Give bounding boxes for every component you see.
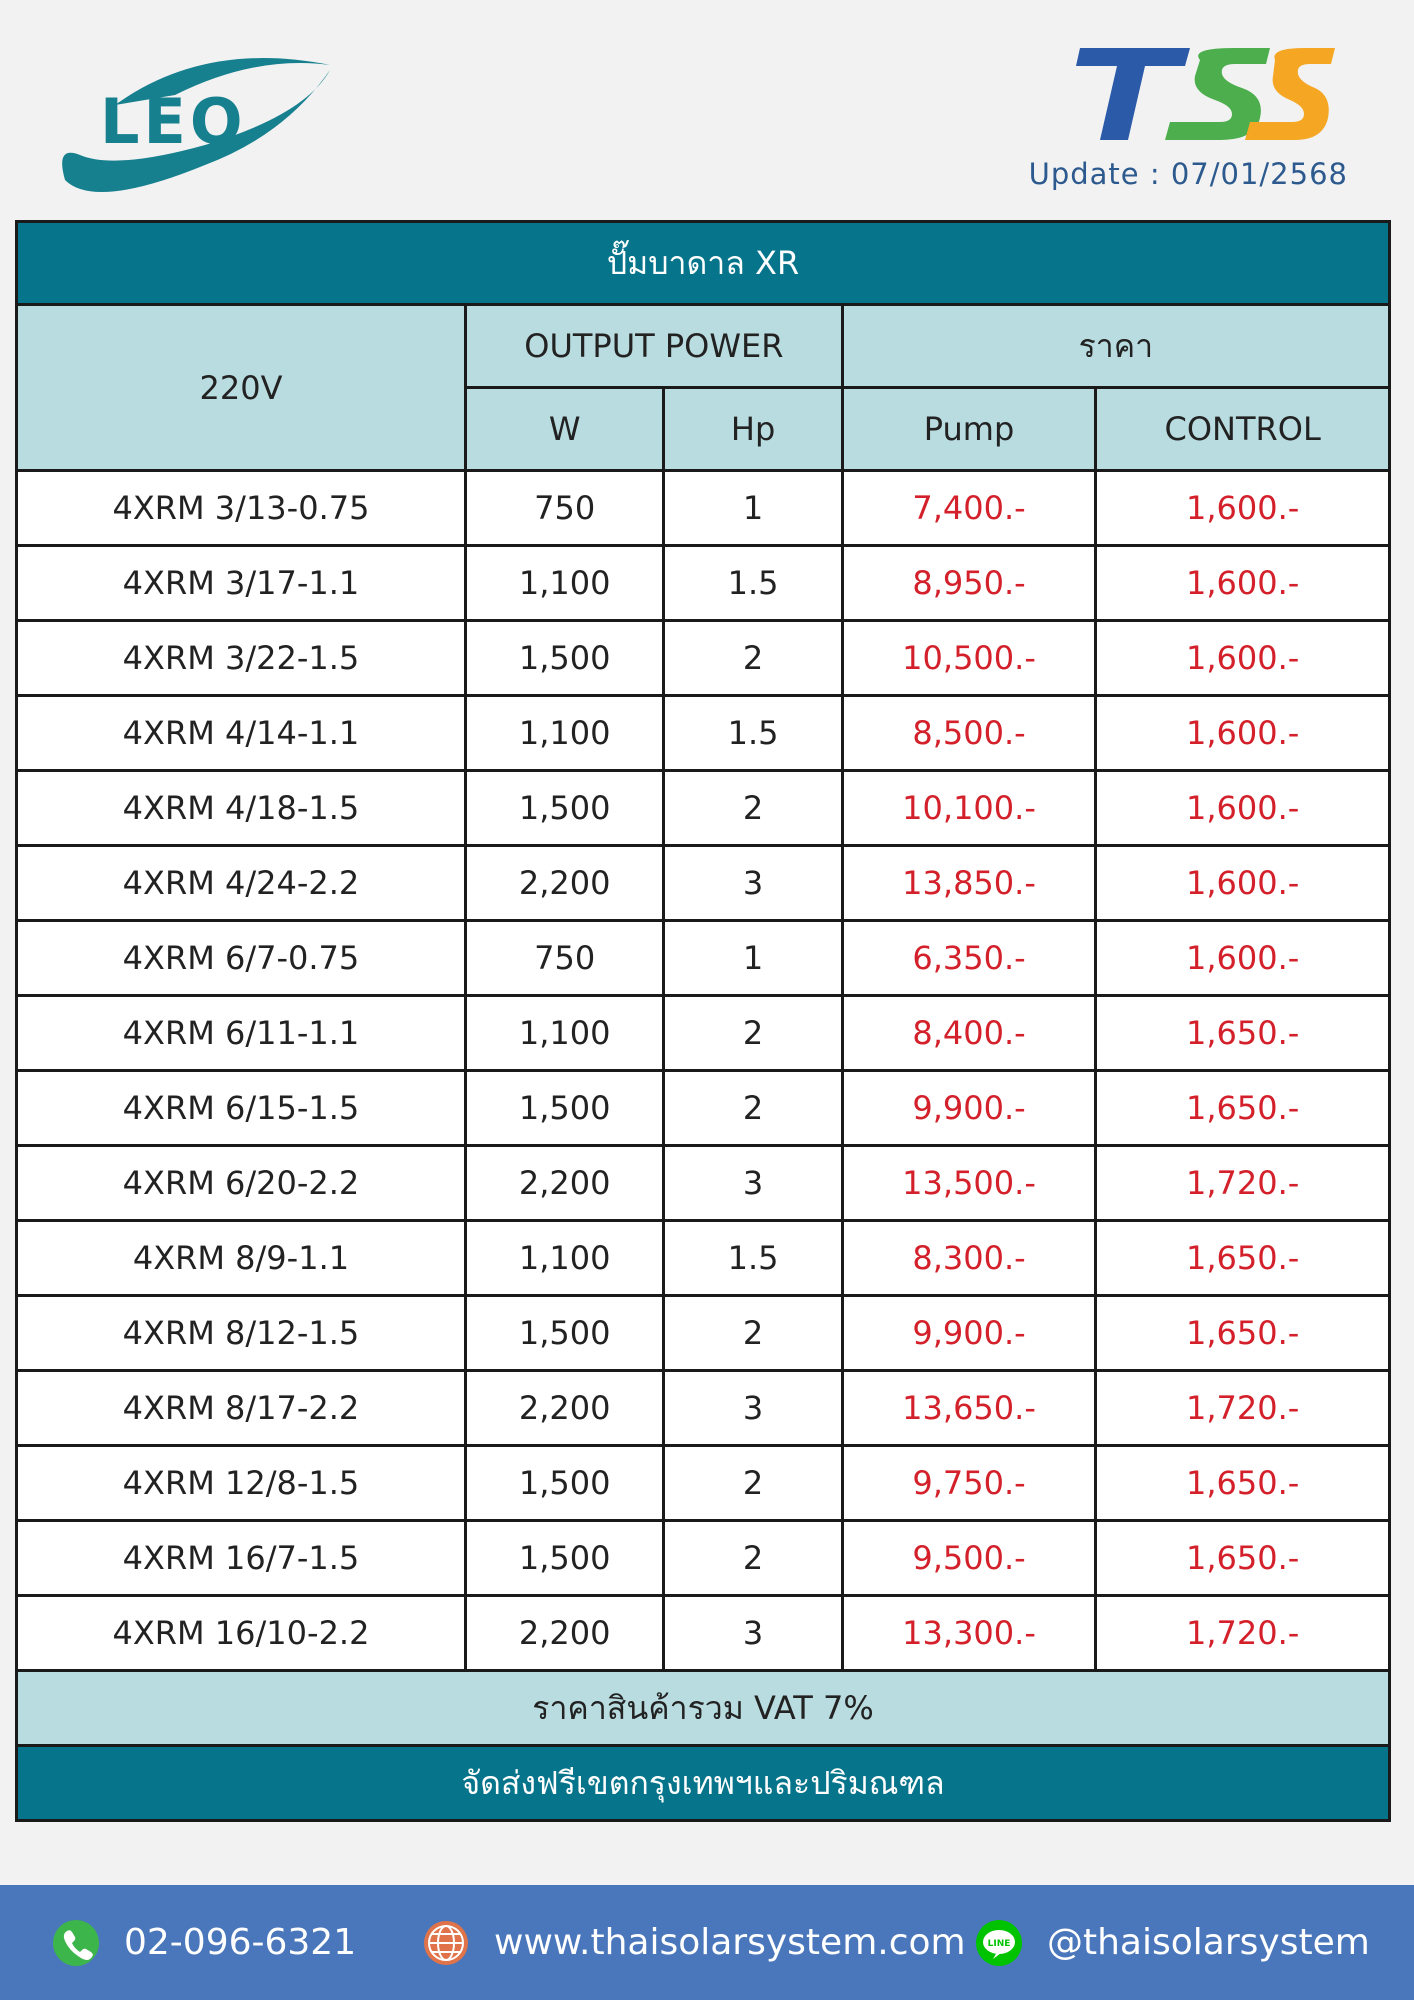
table-row bbox=[18, 1072, 1388, 1144]
hp-cell: 2 bbox=[665, 1072, 840, 1144]
shipping-row bbox=[18, 1747, 1388, 1819]
svg-text:TSS: TSS bbox=[1205, 100, 1207, 101]
model-cell: 4XRM 4/24-2.2 bbox=[18, 847, 464, 919]
table-row bbox=[18, 1372, 1388, 1444]
hp-cell: 3 bbox=[665, 1372, 840, 1444]
table-title-row bbox=[18, 223, 1388, 303]
table-row bbox=[18, 1297, 1388, 1369]
model-cell: 4XRM 8/9-1.1 bbox=[18, 1222, 464, 1294]
hp-cell: 2 bbox=[665, 622, 840, 694]
watt-cell: 2,200 bbox=[467, 847, 662, 919]
table-row bbox=[18, 1447, 1388, 1519]
table-row bbox=[18, 997, 1388, 1069]
vat-row bbox=[18, 1672, 1388, 1744]
control-price-cell: 1,600.- bbox=[1097, 697, 1388, 769]
model-cell: 4XRM 8/17-2.2 bbox=[18, 1372, 464, 1444]
voltage-header: 220V bbox=[18, 306, 464, 469]
w-header: W bbox=[467, 389, 662, 469]
pump-price-cell: 13,850.- bbox=[844, 847, 1095, 919]
control-price-cell: 1,600.- bbox=[1097, 922, 1388, 994]
pump-price-cell: 10,100.- bbox=[844, 772, 1095, 844]
model-cell: 4XRM 4/18-1.5 bbox=[18, 772, 464, 844]
watt-cell: 1,100 bbox=[467, 697, 662, 769]
model-cell: 4XRM 16/7-1.5 bbox=[18, 1522, 464, 1594]
table-row bbox=[18, 547, 1388, 619]
hp-cell: 1 bbox=[665, 472, 840, 544]
model-cell: 4XRM 6/11-1.1 bbox=[18, 997, 464, 1069]
header-row-1 bbox=[18, 306, 1388, 386]
line-icon bbox=[975, 1919, 1023, 1967]
header bbox=[0, 0, 1414, 215]
tss-logo bbox=[1070, 40, 1340, 150]
model-cell: 4XRM 6/15-1.5 bbox=[18, 1072, 464, 1144]
pump-price-cell: 8,300.- bbox=[844, 1222, 1095, 1294]
website-contact[interactable] bbox=[422, 1885, 966, 2000]
watt-cell: 1,100 bbox=[467, 997, 662, 1069]
model-cell: 4XRM 3/17-1.1 bbox=[18, 547, 464, 619]
hp-cell: 1 bbox=[665, 922, 840, 994]
hp-cell: 2 bbox=[665, 1447, 840, 1519]
table-row bbox=[18, 847, 1388, 919]
control-price-cell: 1,720.- bbox=[1097, 1597, 1388, 1669]
table-body bbox=[18, 472, 1388, 1669]
control-price-cell: 1,650.- bbox=[1097, 1222, 1388, 1294]
pump-price-cell: 13,300.- bbox=[844, 1597, 1095, 1669]
pump-price-cell: 13,500.- bbox=[844, 1147, 1095, 1219]
website-url: www.thaisolarsystem.com bbox=[494, 1922, 966, 1963]
pump-price-cell: 8,950.- bbox=[844, 547, 1095, 619]
control-price-cell: 1,600.- bbox=[1097, 772, 1388, 844]
control-price-cell: 1,650.- bbox=[1097, 1447, 1388, 1519]
watt-cell: 2,200 bbox=[467, 1372, 662, 1444]
watt-cell: 1,100 bbox=[467, 1222, 662, 1294]
control-price-cell: 1,650.- bbox=[1097, 1072, 1388, 1144]
control-price-cell: 1,720.- bbox=[1097, 1147, 1388, 1219]
table-row bbox=[18, 622, 1388, 694]
table-row bbox=[18, 472, 1388, 544]
watt-cell: 1,500 bbox=[467, 1072, 662, 1144]
watt-cell: 1,500 bbox=[467, 772, 662, 844]
control-price-cell: 1,650.- bbox=[1097, 1297, 1388, 1369]
table-row bbox=[18, 1147, 1388, 1219]
hp-cell: 1.5 bbox=[665, 697, 840, 769]
model-cell: 4XRM 6/20-2.2 bbox=[18, 1147, 464, 1219]
control-price-cell: 1,720.- bbox=[1097, 1372, 1388, 1444]
hp-cell: 2 bbox=[665, 1522, 840, 1594]
pump-price-cell: 13,650.- bbox=[844, 1372, 1095, 1444]
model-cell: 4XRM 3/22-1.5 bbox=[18, 622, 464, 694]
output-power-header: OUTPUT POWER bbox=[467, 306, 841, 386]
model-cell: 4XRM 4/14-1.1 bbox=[18, 697, 464, 769]
watt-cell: 1,500 bbox=[467, 1447, 662, 1519]
leo-logo bbox=[55, 45, 335, 195]
control-price-cell: 1,600.- bbox=[1097, 622, 1388, 694]
watt-cell: 2,200 bbox=[467, 1597, 662, 1669]
vat-note: ราคาสินค้ารวม VAT 7% bbox=[18, 1672, 1388, 1744]
price-table bbox=[15, 220, 1391, 1822]
hp-cell: 3 bbox=[665, 1147, 840, 1219]
pump-price-cell: 9,750.- bbox=[844, 1447, 1095, 1519]
model-cell: 4XRM 6/7-0.75 bbox=[18, 922, 464, 994]
control-header: CONTROL bbox=[1097, 389, 1388, 469]
table-row bbox=[18, 1222, 1388, 1294]
hp-cell: 1.5 bbox=[665, 547, 840, 619]
line-id: @thaisolarsystem bbox=[1047, 1922, 1370, 1963]
hp-cell: 2 bbox=[665, 997, 840, 1069]
phone-contact[interactable] bbox=[52, 1885, 356, 2000]
svg-text:LINE: LINE bbox=[987, 1938, 1011, 1949]
hp-cell: 3 bbox=[665, 1597, 840, 1669]
table-title: ปั๊มบาดาล XR bbox=[18, 223, 1388, 303]
line-contact[interactable] bbox=[975, 1885, 1370, 2000]
pump-price-cell: 8,400.- bbox=[844, 997, 1095, 1069]
control-price-cell: 1,600.- bbox=[1097, 547, 1388, 619]
footer bbox=[0, 1885, 1414, 2000]
pump-price-cell: 9,900.- bbox=[844, 1072, 1095, 1144]
update-date: Update : 07/01/2568 bbox=[1028, 157, 1348, 191]
table-row bbox=[18, 1597, 1388, 1669]
model-cell: 4XRM 8/12-1.5 bbox=[18, 1297, 464, 1369]
svg-text:LEO: LEO bbox=[100, 85, 247, 158]
watt-cell: 1,500 bbox=[467, 1297, 662, 1369]
model-cell: 4XRM 12/8-1.5 bbox=[18, 1447, 464, 1519]
pump-header: Pump bbox=[844, 389, 1095, 469]
hp-cell: 1.5 bbox=[665, 1222, 840, 1294]
hp-cell: 2 bbox=[665, 772, 840, 844]
control-price-cell: 1,650.- bbox=[1097, 1522, 1388, 1594]
watt-cell: 750 bbox=[467, 922, 662, 994]
pump-price-cell: 7,400.- bbox=[844, 472, 1095, 544]
control-price-cell: 1,600.- bbox=[1097, 847, 1388, 919]
control-price-cell: 1,650.- bbox=[1097, 997, 1388, 1069]
table-row bbox=[18, 697, 1388, 769]
watt-cell: 1,100 bbox=[467, 547, 662, 619]
phone-number: 02-096-6321 bbox=[124, 1922, 357, 1963]
pump-price-cell: 9,900.- bbox=[844, 1297, 1095, 1369]
price-header: ราคา bbox=[844, 306, 1388, 386]
pump-price-cell: 6,350.- bbox=[844, 922, 1095, 994]
watt-cell: 1,500 bbox=[467, 622, 662, 694]
shipping-note: จัดส่งฟรีเขตกรุงเทพฯและปริมณฑล bbox=[18, 1747, 1388, 1819]
hp-cell: 2 bbox=[665, 1297, 840, 1369]
model-cell: 4XRM 16/10-2.2 bbox=[18, 1597, 464, 1669]
model-cell: 4XRM 3/13-0.75 bbox=[18, 472, 464, 544]
phone-icon bbox=[52, 1919, 100, 1967]
table-row bbox=[18, 922, 1388, 994]
pump-price-cell: 10,500.- bbox=[844, 622, 1095, 694]
watt-cell: 1,500 bbox=[467, 1522, 662, 1594]
pump-price-cell: 8,500.- bbox=[844, 697, 1095, 769]
watt-cell: 2,200 bbox=[467, 1147, 662, 1219]
control-price-cell: 1,600.- bbox=[1097, 472, 1388, 544]
globe-icon bbox=[422, 1919, 470, 1967]
hp-header: Hp bbox=[665, 389, 840, 469]
pump-price-cell: 9,500.- bbox=[844, 1522, 1095, 1594]
table-row bbox=[18, 772, 1388, 844]
hp-cell: 3 bbox=[665, 847, 840, 919]
table-row bbox=[18, 1522, 1388, 1594]
watt-cell: 750 bbox=[467, 472, 662, 544]
